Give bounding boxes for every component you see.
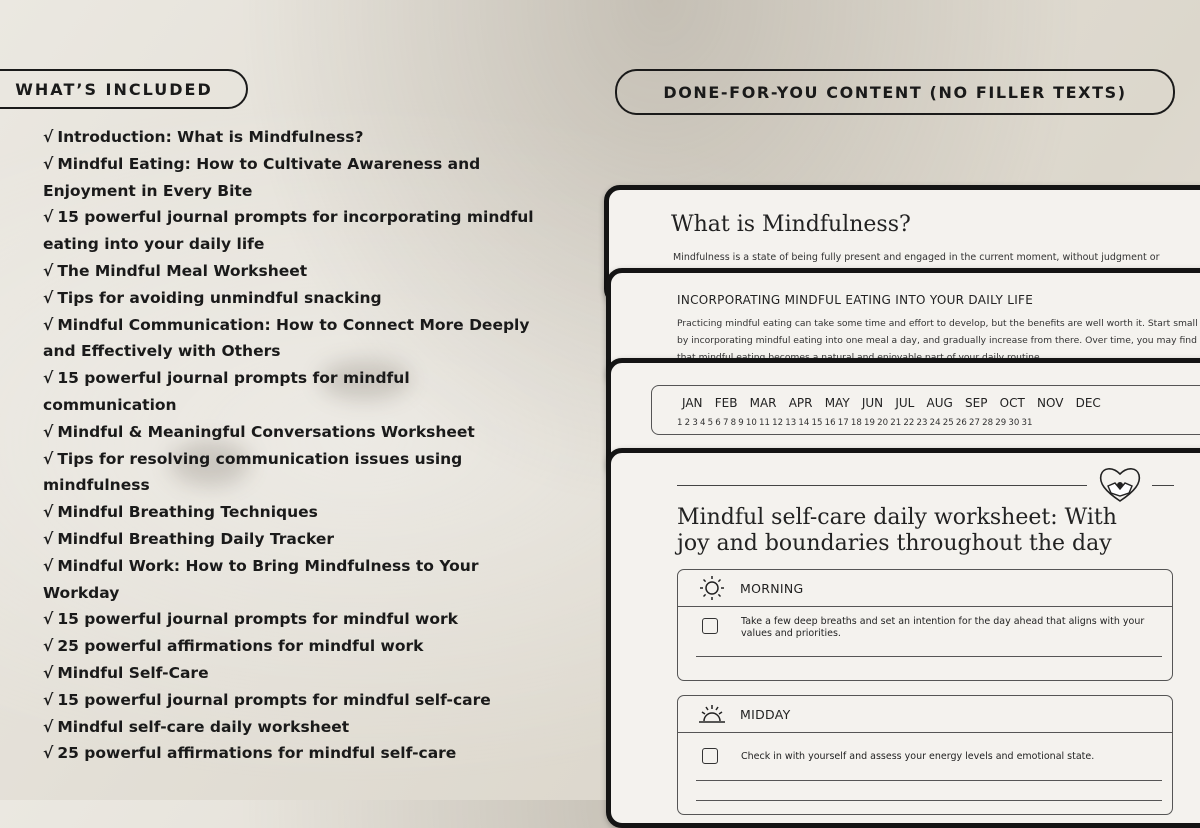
writing-line xyxy=(696,780,1162,781)
task-checkbox[interactable] xyxy=(702,618,718,634)
month-label: MAR xyxy=(749,396,777,410)
included-item xyxy=(43,687,543,714)
included-item-label: Mindful Work: How to Bring Mindfulness to Your Workday xyxy=(43,556,479,602)
included-item xyxy=(43,526,543,553)
day-label[interactable]: 23 xyxy=(916,418,928,428)
section-label-midday: MIDDAY xyxy=(740,707,791,722)
day-label[interactable]: 12 xyxy=(772,418,784,428)
day-label[interactable]: 18 xyxy=(850,418,862,428)
included-item xyxy=(43,419,543,446)
page-preview-self-care-worksheet xyxy=(606,448,1200,828)
included-item xyxy=(43,446,543,500)
check-mark-icon: √ xyxy=(43,288,54,307)
check-mark-icon: √ xyxy=(43,637,54,656)
included-item xyxy=(43,740,543,767)
day-label[interactable]: 10 xyxy=(745,418,757,428)
included-item-label: The Mindful Meal Worksheet xyxy=(57,261,308,280)
sun-icon xyxy=(698,575,726,601)
included-item xyxy=(43,204,543,258)
included-item xyxy=(43,714,543,741)
month-label: MAY xyxy=(824,396,850,410)
day-label[interactable]: 16 xyxy=(824,418,836,428)
month-label: AUG xyxy=(926,396,953,410)
day-label[interactable]: 17 xyxy=(837,418,849,428)
included-item-label: Mindful & Meaningful Conversations Worksheet xyxy=(57,422,475,441)
day-label[interactable]: 5 xyxy=(707,418,714,428)
page-title: What is Mindfulness? xyxy=(671,212,911,237)
day-row xyxy=(677,418,1035,428)
included-item-label: Mindful Self-Care xyxy=(57,663,209,682)
day-label[interactable]: 11 xyxy=(759,418,770,428)
included-item-label: Mindful Eating: How to Cultivate Awareness and Enjoyment in Every Bite xyxy=(43,154,481,200)
month-label: APR xyxy=(788,396,813,410)
divider xyxy=(1152,485,1174,486)
included-item xyxy=(43,606,543,633)
month-label: JAN xyxy=(682,396,703,410)
writing-line xyxy=(696,800,1162,801)
day-label[interactable]: 8 xyxy=(730,418,737,428)
midday-section xyxy=(677,695,1173,815)
check-mark-icon: √ xyxy=(43,261,54,280)
check-mark-icon: √ xyxy=(43,556,54,575)
day-label[interactable]: 7 xyxy=(722,418,729,428)
task-text: Check in with yourself and assess your energy levels and emotional state. xyxy=(741,751,1095,762)
divider xyxy=(677,485,1087,486)
done-for-you-header: DONE-FOR-YOU CONTENT (NO FILLER TEXTS) xyxy=(615,69,1175,115)
included-item xyxy=(43,124,543,151)
task-text: Take a few deep breaths and set an intention for the day ahead that aligns with your values and priorities. xyxy=(741,616,1145,639)
month-label: JUL xyxy=(895,396,915,410)
included-item-label: Mindful Communication: How to Connect More Deeply and Effectively with Others xyxy=(43,315,530,361)
sunrise-icon xyxy=(698,701,726,727)
included-item-label: Mindful Breathing Techniques xyxy=(57,503,318,522)
day-label[interactable]: 3 xyxy=(692,418,698,428)
included-item-label: 25 powerful affirmations for mindful work xyxy=(57,637,424,656)
included-item xyxy=(43,285,543,312)
morning-section xyxy=(677,569,1173,681)
included-item-label: Mindful self-care daily worksheet xyxy=(57,717,350,736)
check-mark-icon: √ xyxy=(43,449,54,468)
check-mark-icon: √ xyxy=(43,690,54,709)
day-label[interactable]: 30 xyxy=(1008,418,1020,428)
day-label[interactable]: 1 xyxy=(677,418,683,428)
day-label[interactable]: 28 xyxy=(982,418,994,428)
day-label[interactable]: 29 xyxy=(995,418,1007,428)
day-label[interactable]: 26 xyxy=(955,418,967,428)
check-mark-icon: √ xyxy=(43,128,54,146)
day-label[interactable]: 27 xyxy=(969,418,980,428)
included-item xyxy=(43,553,543,607)
day-label[interactable]: 24 xyxy=(929,418,941,428)
day-label[interactable]: 2 xyxy=(684,418,691,428)
month-label: FEB xyxy=(714,396,738,410)
section-label-morning: MORNING xyxy=(740,581,804,596)
included-item-label: Tips for avoiding unmindful snacking xyxy=(57,288,382,307)
heart-hands-icon xyxy=(1095,463,1145,505)
page-text: Mindfulness is a state of being fully present and engaged in the current moment, without judgment or xyxy=(673,252,1160,263)
check-mark-icon: √ xyxy=(43,663,54,682)
included-item-label: Tips for resolving communication issues using mindfulness xyxy=(43,449,463,495)
included-item xyxy=(43,258,543,285)
included-item xyxy=(43,151,543,205)
check-mark-icon: √ xyxy=(43,422,54,441)
check-mark-icon: √ xyxy=(43,744,54,763)
page-heading: INCORPORATING MINDFUL EATING INTO YOUR DAILY LIFE xyxy=(677,293,1034,307)
included-item xyxy=(43,499,543,526)
month-label: OCT xyxy=(999,396,1025,410)
day-label[interactable]: 14 xyxy=(798,418,810,428)
whats-included-header: WHAT’S INCLUDED xyxy=(0,69,248,109)
day-label[interactable]: 19 xyxy=(864,418,875,428)
included-item xyxy=(43,365,543,419)
day-label[interactable]: 25 xyxy=(942,418,954,428)
month-row xyxy=(682,396,1113,410)
check-mark-icon: √ xyxy=(43,610,54,629)
day-label[interactable]: 4 xyxy=(699,418,706,428)
day-label[interactable]: 20 xyxy=(877,418,889,428)
check-mark-icon: √ xyxy=(43,503,54,522)
included-item-label: 25 powerful affirmations for mindful self-care xyxy=(57,744,457,763)
included-item-label: 15 powerful journal prompts for mindful self-care xyxy=(57,690,491,709)
day-label[interactable]: 21 xyxy=(890,418,902,428)
day-label[interactable]: 13 xyxy=(785,418,797,428)
task-checkbox[interactable] xyxy=(702,748,718,764)
writing-line xyxy=(696,656,1162,657)
month-label: NOV xyxy=(1037,396,1064,410)
included-item-label: Introduction: What is Mindfulness? xyxy=(57,128,364,146)
day-label[interactable]: 22 xyxy=(903,418,915,428)
included-item xyxy=(43,660,543,687)
check-mark-icon: √ xyxy=(43,208,54,227)
check-mark-icon: √ xyxy=(43,717,54,736)
calendar-tracker xyxy=(651,385,1200,435)
month-label: SEP xyxy=(965,396,988,410)
check-mark-icon: √ xyxy=(43,529,54,548)
included-item-label: Mindful Breathing Daily Tracker xyxy=(57,529,335,548)
included-list xyxy=(43,124,543,767)
included-item-label: 15 powerful journal prompts for mindful work xyxy=(57,610,458,629)
check-mark-icon: √ xyxy=(43,369,54,388)
included-item-label: 15 powerful journal prompts for mindful communication xyxy=(43,369,410,414)
check-mark-icon: √ xyxy=(43,154,54,173)
day-label[interactable]: 31 xyxy=(1021,418,1033,428)
check-mark-icon: √ xyxy=(43,315,54,334)
day-label[interactable]: 15 xyxy=(811,418,823,428)
page-text: Practicing mindful eating can take some time and effort to develop, but the benefits are well worth it. Start small by incorporating mindful eating into one meal a day, and gradually increase from there. Over time, you may find xyxy=(677,318,1198,346)
included-item xyxy=(43,633,543,660)
worksheet-title: Mindful self-care daily worksheet: With joy and boundaries throughout the day xyxy=(677,505,1117,556)
month-label: DEC xyxy=(1075,396,1101,410)
day-label[interactable]: 9 xyxy=(738,418,744,428)
included-item xyxy=(43,312,543,366)
day-label[interactable]: 6 xyxy=(715,418,721,428)
month-label: JUN xyxy=(861,396,884,410)
included-item-label: 15 powerful journal prompts for incorporating mindful eating into your daily life xyxy=(43,208,534,254)
